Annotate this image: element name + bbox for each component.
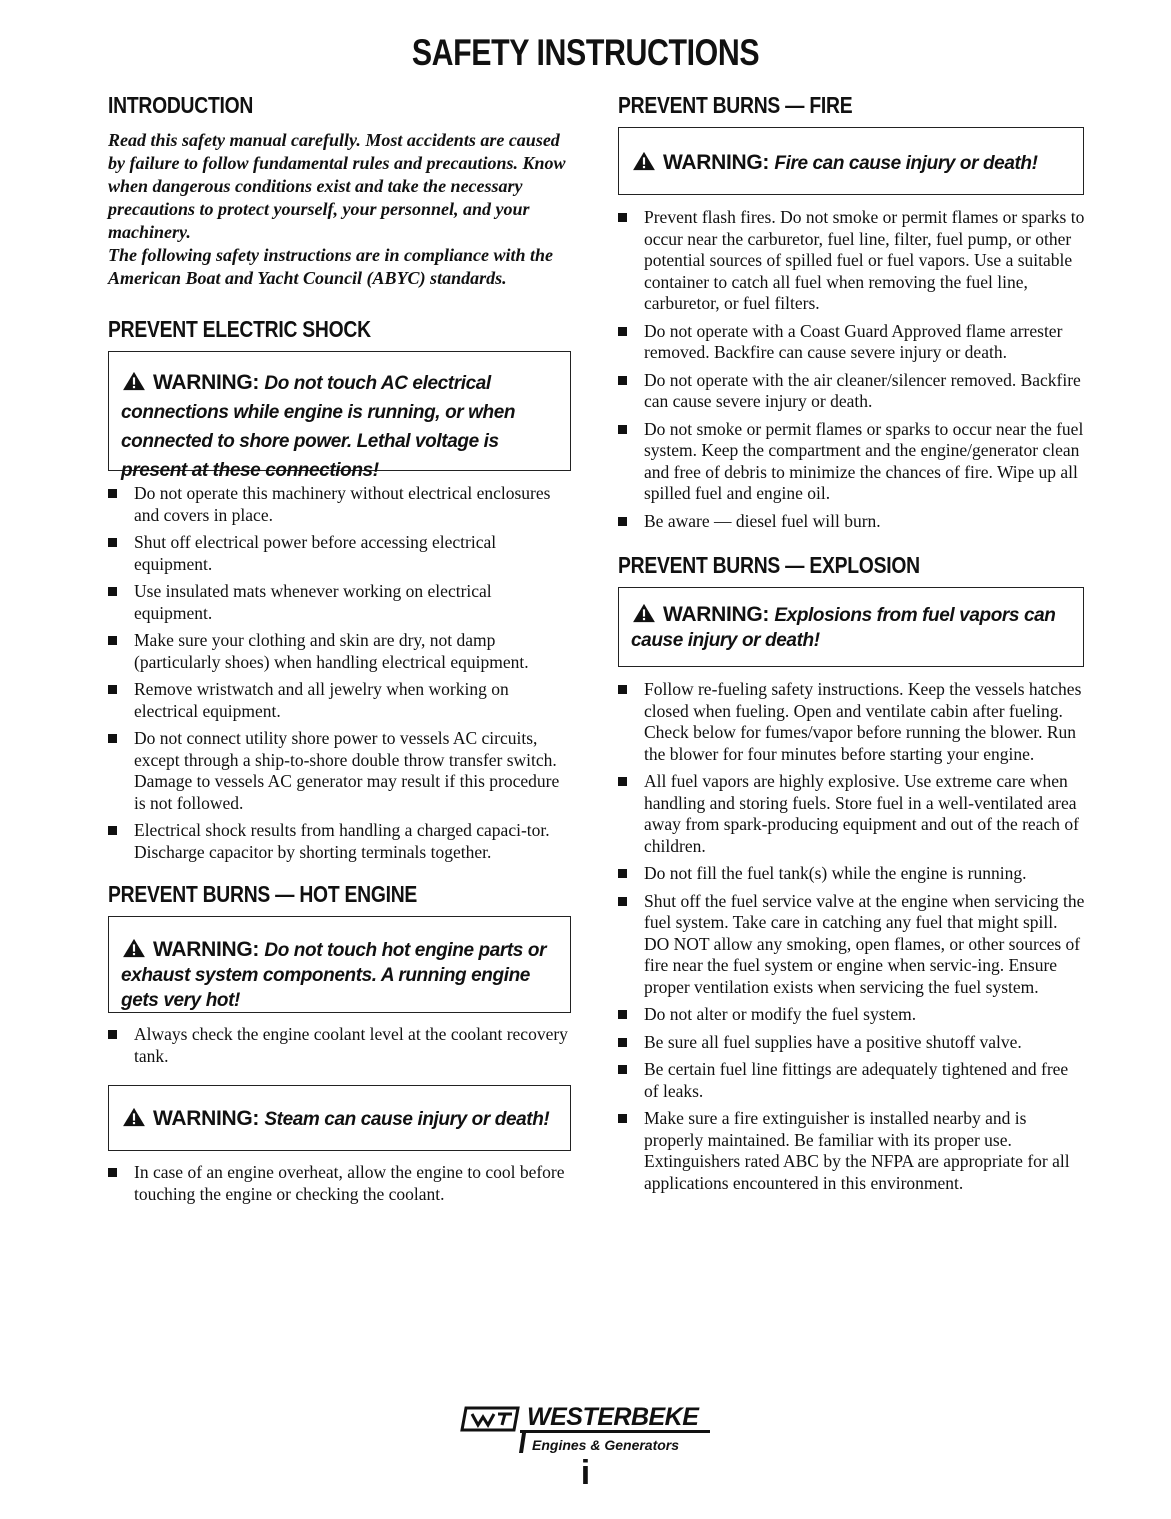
- hot-engine-list: [108, 1024, 573, 1067]
- warning-text: Do not touch AC electrical connections while engine is running, or when connected to shore power. Lethal voltage is present at these connections!: [121, 373, 516, 481]
- hot-engine-heading: PREVENT BURNS — HOT ENGINE: [108, 881, 418, 907]
- list-item: Make sure your clothing and skin are dry, not damp (particularly shoes) when handling electrical equipment.: [108, 630, 573, 673]
- right-column: [618, 92, 1086, 1200]
- warning-label: WARNING:: [153, 1107, 260, 1130]
- electric-shock-heading: PREVENT ELECTRIC SHOCK: [108, 316, 371, 342]
- warning-text: Explosions from fuel vapors can cause injury or death!: [631, 605, 1056, 651]
- list-item: Do not operate with a Coast Guard Approved flame arrester removed. Backfire can cause severe injury or death.: [618, 321, 1086, 364]
- fire-heading: PREVENT BURNS — FIRE: [618, 92, 853, 118]
- fire-warning: [631, 150, 1073, 176]
- list-item: In case of an engine overheat, allow the engine to cool before touching the engine or checking the coolant.: [108, 1162, 573, 1205]
- warning-triangle-icon: [121, 938, 147, 958]
- list-item: Make sure a fire extinguisher is installed nearby and is properly maintained. Be familiar with its proper use. Extinguishers rated ABC by the NFPA are appropriate for all applications encountered in this environment.: [618, 1108, 1086, 1194]
- warning-label: WARNING:: [663, 151, 770, 174]
- introduction-paragraph: Read this safety manual carefully. Most accidents are caused by failure to follow fundamental rules and precautions. Know when dangerous conditions exist and take the necessary precautions to protect yourself, your personnel, and your machinery.: [108, 130, 566, 242]
- electric-shock-list: [108, 483, 573, 863]
- steam-warning-box: [108, 1085, 571, 1151]
- list-item: Be aware — diesel fuel will burn.: [618, 511, 1086, 533]
- list-item: All fuel vapors are highly explosive. Use extreme care when handling and storing fuels. Store fuel in a well-ventilated area away from spark-producing equipment and out of the reach of children.: [618, 771, 1086, 857]
- electric-shock-warning: [121, 368, 560, 485]
- warning-triangle-icon: [121, 371, 147, 391]
- explosion-warning: [631, 602, 1073, 653]
- list-item: Follow re-fueling safety instructions. Keep the vessels hatches closed when fueling. Open and ventilate cabin after fueling. Check below for fumes/vapor before running the blower. Run the blower for four minutes before starting your engine.: [618, 679, 1086, 765]
- list-item: Do not operate with the air cleaner/silencer removed. Backfire can cause severe injury or death.: [618, 370, 1086, 413]
- warning-label: WARNING:: [153, 371, 260, 394]
- list-item: Be sure all fuel supplies have a positive shutoff valve.: [618, 1032, 1086, 1054]
- abyc-compliance-paragraph: The following safety instructions are in compliance with the American Boat and Yacht Council (ABYC) standards.: [108, 245, 554, 288]
- warning-text: Fire can cause injury or death!: [774, 153, 1038, 174]
- list-item: Always check the engine coolant level at the coolant recovery tank.: [108, 1024, 573, 1067]
- warning-triangle-icon: [631, 603, 657, 623]
- list-item: Use insulated mats whenever working on electrical equipment.: [108, 581, 573, 624]
- westerbeke-logo: [460, 1405, 720, 1455]
- page-number: i: [580, 1454, 591, 1492]
- list-item: Do not smoke or permit flames or sparks to occur near the fuel system. Keep the compartment and the engine/generator clean and free of debris to minimize the chances of fire. Wipe up all spilled fuel and engine oil.: [618, 419, 1086, 505]
- list-item: Shut off the fuel service valve at the engine when servicing the fuel system. Take care in catching any fuel that might spill. DO NOT allow any smoking, open flames, or other sources of fire near the fuel system or engine when servic-ing. Ensure proper ventilation exists when servicing the fuel system.: [618, 891, 1086, 999]
- logo-name: WESTERBEKE: [527, 1403, 699, 1431]
- introduction-heading: INTRODUCTION: [108, 92, 254, 118]
- list-item: Remove wristwatch and all jewelry when working on electrical equipment.: [108, 679, 573, 722]
- hot-engine-warning: [121, 937, 560, 1013]
- explosion-list: [618, 679, 1086, 1194]
- steam-warning: [121, 1106, 560, 1132]
- warning-triangle-icon: [121, 1107, 147, 1127]
- list-item: Be certain fuel line fittings are adequately tightened and free of leaks.: [618, 1059, 1086, 1102]
- warning-triangle-icon: [631, 151, 657, 171]
- list-item: Do not connect utility shore power to vessels AC circuits, except through a ship-to-shore double throw transfer switch. Damage to vessels AC generator may result if this procedure is not followed.: [108, 728, 573, 814]
- left-column: [108, 92, 573, 1211]
- warning-text: Do not touch hot engine parts or exhaust system components. A running engine gets very hot!: [121, 940, 547, 1011]
- fire-warning-box: [618, 127, 1084, 195]
- explosion-heading: PREVENT BURNS — EXPLOSION: [618, 552, 920, 578]
- explosion-warning-box: [618, 587, 1084, 667]
- fire-list: [618, 207, 1086, 532]
- list-item: Electrical shock results from handling a charged capaci-tor. Discharge capacitor by shorting terminals together.: [108, 820, 573, 863]
- electric-shock-warning-box: [108, 351, 571, 481]
- list-item: Shut off electrical power before accessing electrical equipment.: [108, 532, 573, 575]
- logo-tagline: Engines & Generators: [532, 1437, 680, 1453]
- page-title: SAFETY INSTRUCTIONS: [411, 32, 760, 73]
- warning-label: WARNING:: [153, 938, 260, 961]
- steam-list: [108, 1162, 573, 1205]
- warning-text: Steam can cause injury or death!: [264, 1109, 550, 1130]
- list-item: Do not fill the fuel tank(s) while the engine is running.: [618, 863, 1086, 885]
- hot-engine-warning-box: [108, 916, 571, 1013]
- warning-label: WARNING:: [663, 603, 770, 626]
- list-item: Do not alter or modify the fuel system.: [618, 1004, 1086, 1026]
- list-item: Prevent flash fires. Do not smoke or permit flames or sparks to occur near the carburetor, fuel line, filter, fuel pump, or other potential sources of spilled fuel or fuel vapors. Use a suitable container to catch all fuel when removing the fuel line, carburetor, or fuel filters.: [618, 207, 1086, 315]
- list-item: Do not operate this machinery without electrical enclosures and covers in place.: [108, 483, 573, 526]
